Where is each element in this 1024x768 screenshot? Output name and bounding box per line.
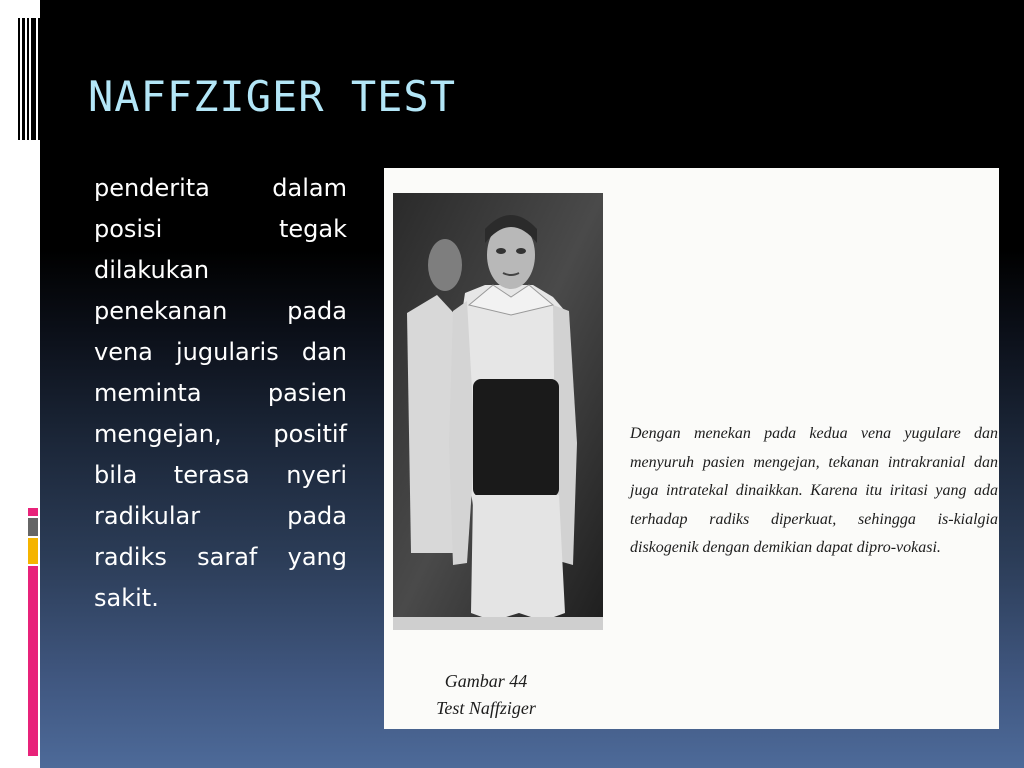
accent-bar-yellow: [28, 538, 38, 564]
patient-photo: [393, 193, 603, 630]
figure-description-text: Dengan menekan pada kedua vena yugulare dan menyuruh pasien mengejan, tekanan intrakranial dan juga intratekal dinaikkan. Karena itu iritasi yang ada terhadap radiks diperkuat, sehingga is-kialgia diskogenik dengan demikian dapat dipro-vokasi.: [630, 425, 998, 557]
accent-bar-pink: [28, 566, 38, 756]
figure-caption-number: Gambar 44: [444, 671, 528, 691]
slide-title: NAFFZIGER TEST: [88, 72, 457, 121]
figure-caption-title: Test Naffziger: [436, 698, 536, 718]
body-text: penderita dalam posisi tegak dilakukan penekanan pada vena jugularis dan meminta pasien mengejan, positif bila terasa nyeri radikular pada radiks saraf yang sakit.: [94, 174, 347, 612]
title-bar-decoration: [18, 18, 40, 140]
accent-bar-gray: [28, 518, 38, 536]
figure-caption: [426, 668, 546, 722]
accent-bar-pink-top: [28, 508, 38, 516]
